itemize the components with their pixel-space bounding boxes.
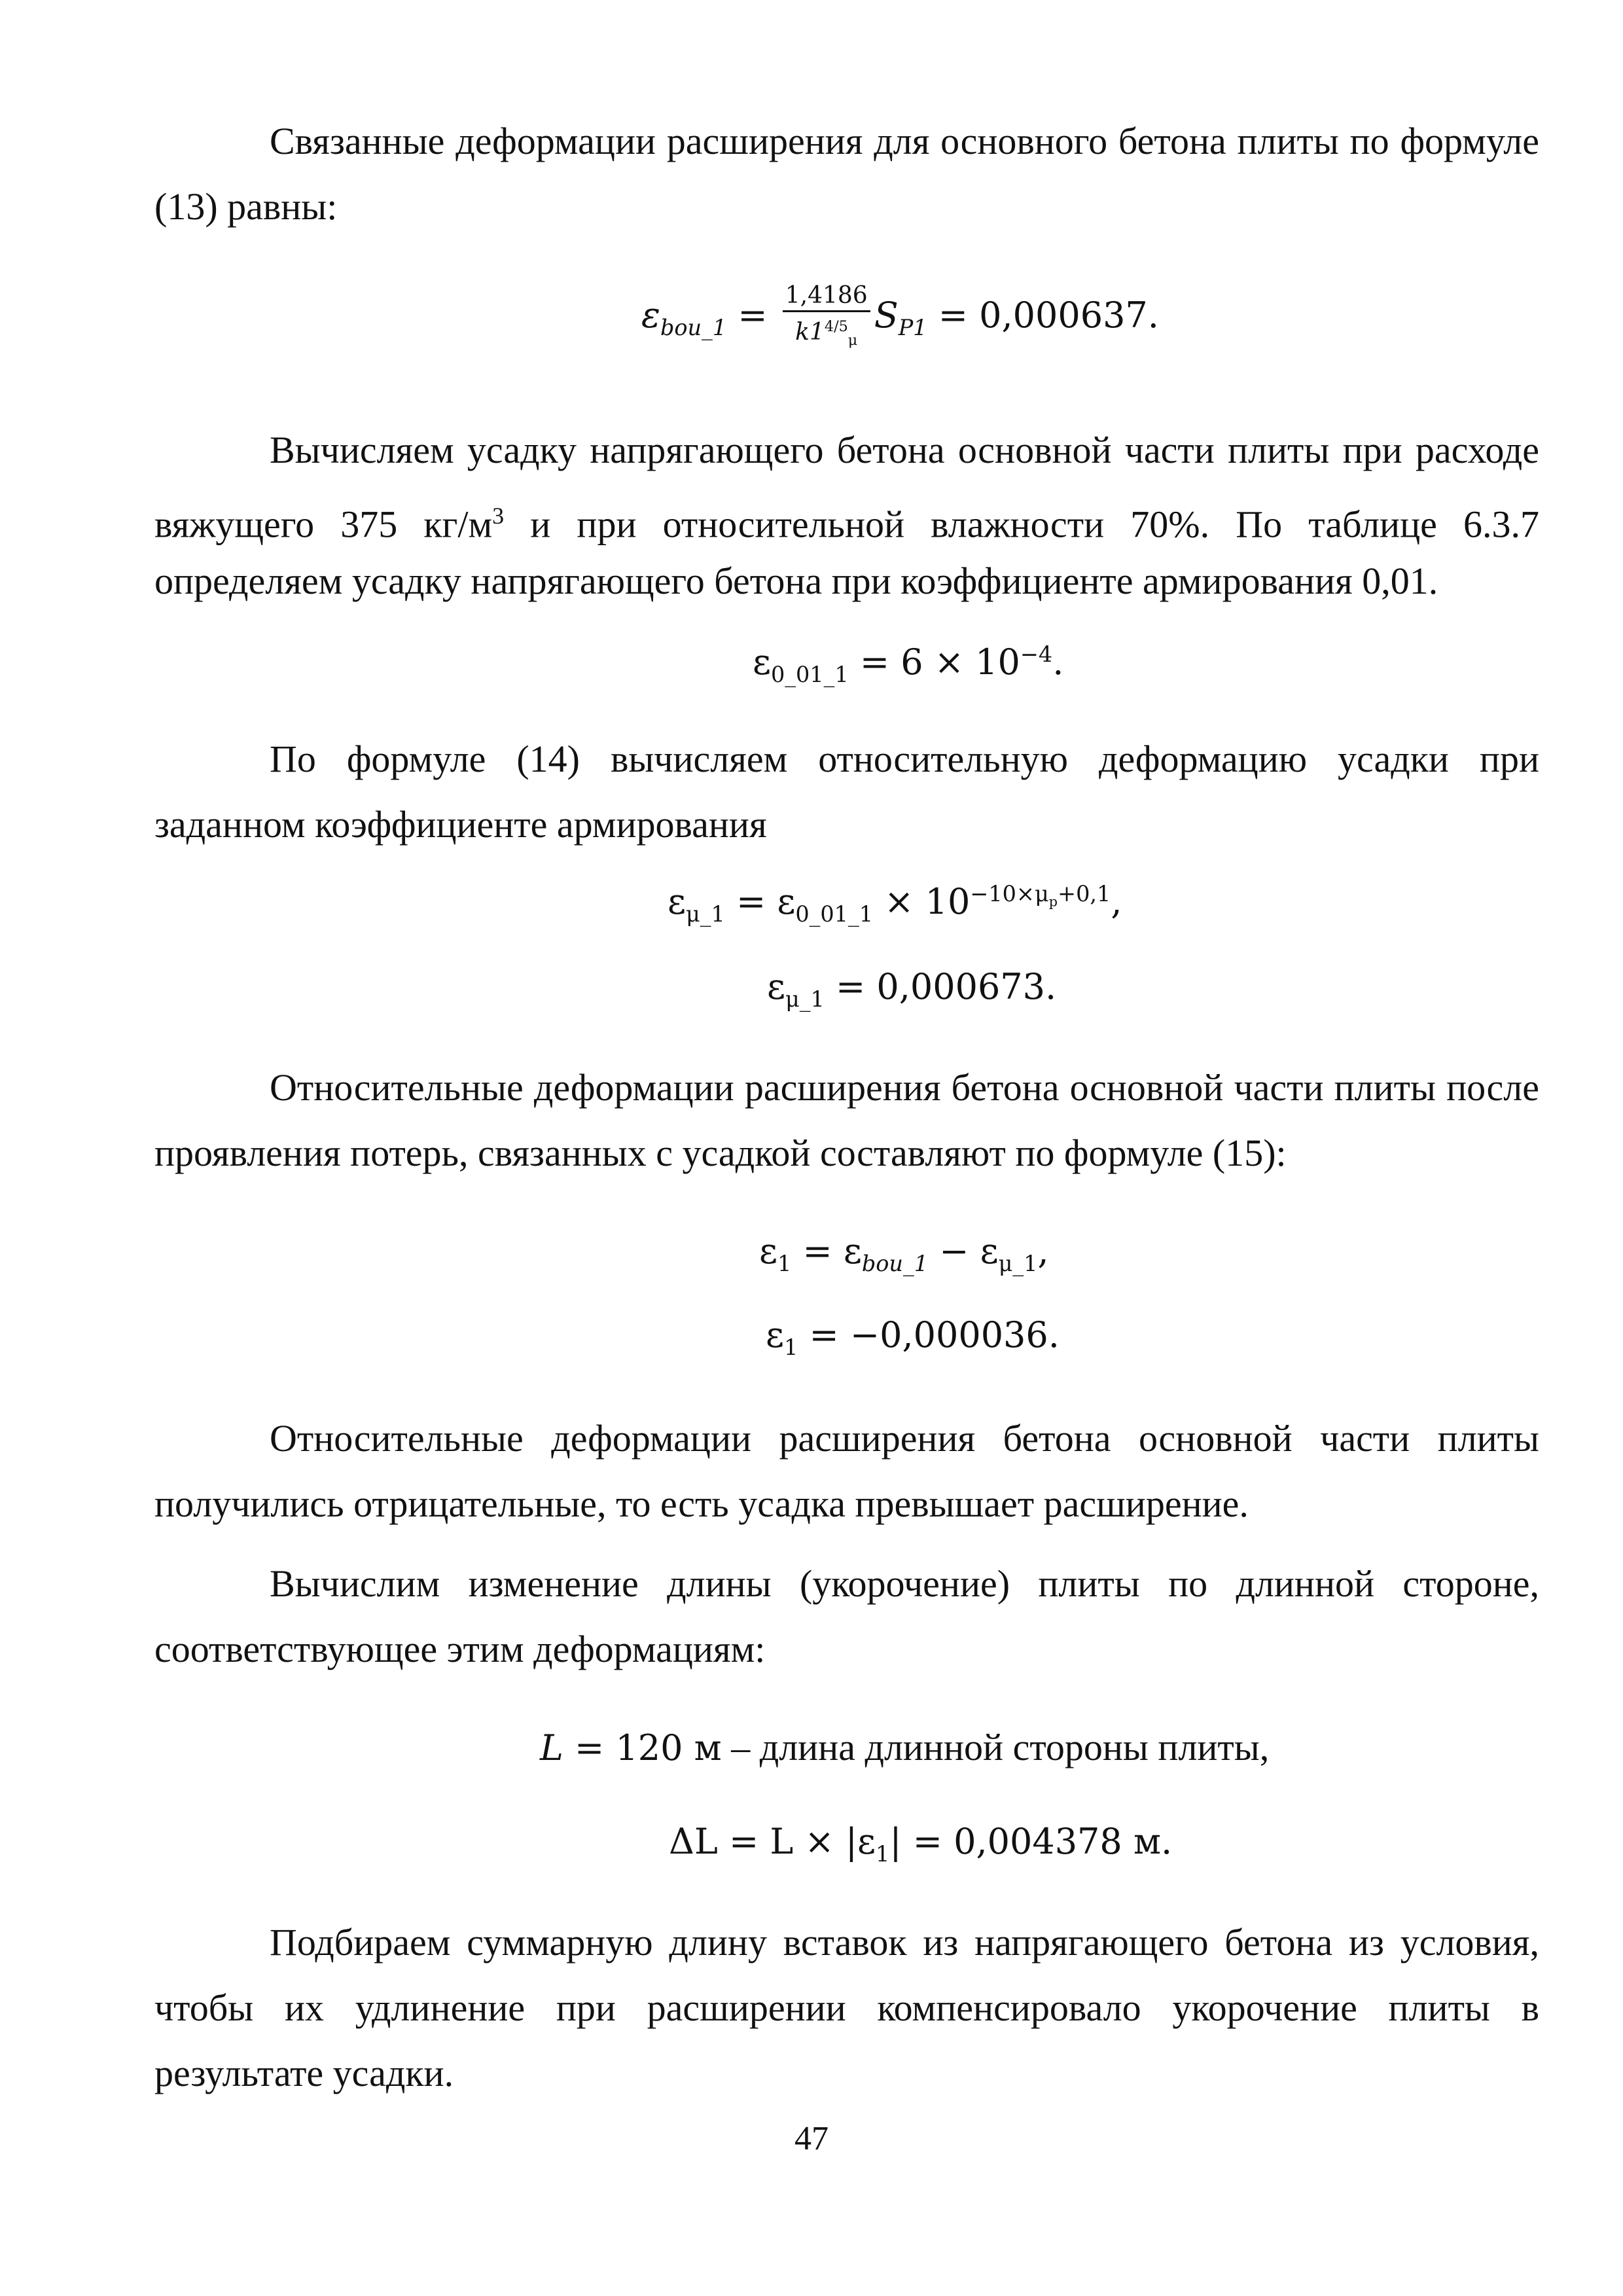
paragraph-3-line-1: По формуле (14) вычисляем относительную деформацию усадки при [270,738,1539,780]
equation-rhs: = 0,000637. [938,295,1159,336]
paragraph-7-line-3: результате усадки. [154,2052,454,2094]
paragraph-2-line-3: определяем усадку напрягающего бетона при коэффициенте армирования 0,01. [154,560,1438,602]
s-symbol: S [874,295,899,336]
subscript: P1 [898,314,927,340]
equation-14-result: $\varepsilon_{\mu\_1} = 0,000673$. [767,966,1057,1012]
subscript: bou_1 [660,314,727,340]
paragraph-5-line-2: получились отрицательные, то есть усадка превышает расширение. [154,1482,1249,1525]
paragraph-2-line-1: Вычисляем усадку напрягающего бетона основной части плиты при расходе [270,429,1539,471]
equation-15: $\varepsilon_1 = \varepsilon_{bou\_1} - \varepsilon_{\mu\_1}$, [759,1230,1049,1276]
paragraph-4-line-2: проявления потерь, связанных с усадкой составляют по формуле (15): [154,1132,1287,1174]
fraction-denominator: $k1^{4/5}_\mu$ [795,318,858,350]
equals-sign: = [738,295,768,336]
paragraph-4-line-1: Относительные деформации расширения бетона основной части плиты после [270,1066,1539,1109]
paragraph-5-line-1: Относительные деформации расширения бетона основной части плиты [270,1417,1539,1460]
paragraph-1-line-2: (13) равны: [154,185,338,228]
epsilon-symbol: ε [641,295,660,336]
fraction [783,281,870,355]
equation-delta-length: $\Delta L = L \times |\varepsilon_1| = 0,004378$ м. [669,1821,1173,1867]
equation-15-result: $\varepsilon_1 = -0,000036$. [766,1314,1060,1360]
page-number: 47 [794,2120,829,2157]
paragraph-7-line-2: чтобы их удлинение при расширении компенсировало укорочение плиты в [154,1986,1539,2029]
paragraph-3-line-2: заданном коэффициенте армирования [154,803,767,846]
paragraph-6-line-1: Вычислим изменение длины (укорочение) плиты по длинной стороне, [270,1562,1539,1605]
paragraph-1-line-1: Связанные деформации расширения для основного бетона плиты по формуле [270,120,1539,162]
fraction-numerator: 1,4186 [783,281,870,312]
equation-length: L = 120 м – длина длинной стороны плиты, [540,1726,1270,1768]
equation-shrinkage-001: $\varepsilon_{0\_01\_1} = 6 \times 10^{-4}$. [753,641,1064,687]
paragraph-6-line-2: соответствующее этим деформациям: [154,1628,766,1670]
paragraph-2-line-2: вяжущего 375 $кг/м^3$ и при относительной влажности 70%. По таблице 6.3.7 [154,503,1539,546]
equation-13-result [641,281,1159,355]
equation-14: $\varepsilon_{\mu\_1} = \varepsilon_{0\_01\_1} \times 10^{-10\times\mu_p+0,1}$, [668,881,1122,927]
paragraph-7-line-1: Подбираем суммарную длину вставок из напрягающего бетона из условия, [270,1921,1539,1964]
